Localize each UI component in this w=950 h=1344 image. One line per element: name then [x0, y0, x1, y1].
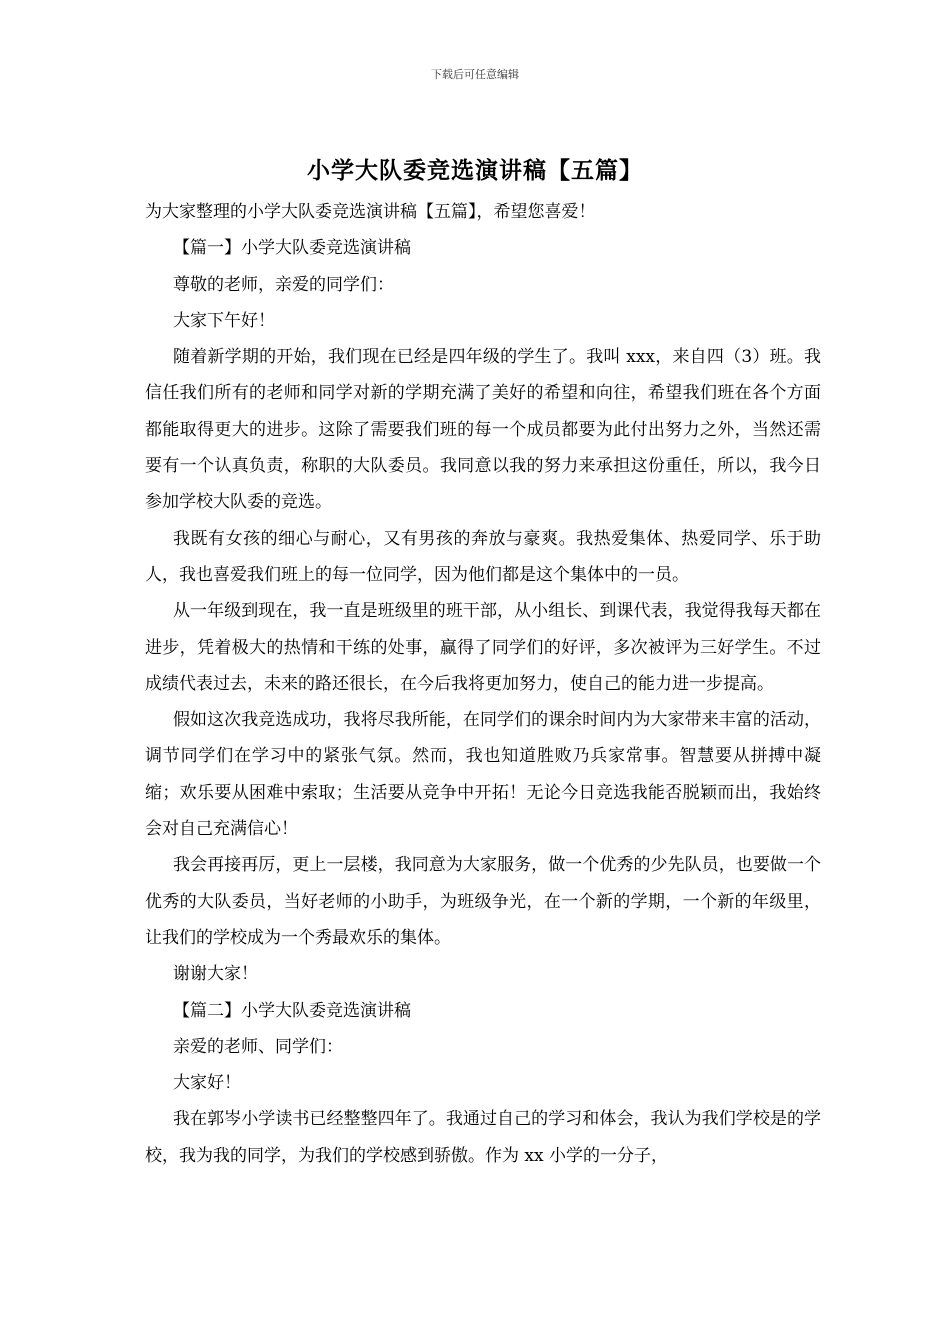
header-note: 下载后可任意编辑: [431, 68, 519, 81]
body-paragraph: 我会再接再厉，更上一层楼，我同意为大家服务，做一个优秀的少先队员，也要做一个优秀的大队委员，当好老师的小助手，为班级争光，在一个新的学期，一个新的年级里，让我们的学校成为一个秀最欢乐的集体。: [145, 855, 821, 948]
body-paragraph: 我既有女孩的细心与耐心，又有男孩的奔放与豪爽。我热爱集体、热爱同学、乐于助人，我也喜爱我们班上的每一位同学，因为他们都是这个集体中的一员。: [145, 528, 821, 585]
section-heading-1: 【篇一】小学大队委竞选演讲稿: [173, 238, 411, 259]
section-heading-2: 【篇二】小学大队委竞选演讲稿: [173, 1000, 411, 1021]
document-body: [145, 194, 821, 1174]
body-paragraph: 假如这次我竞选成功，我将尽我所能，在同学们的课余时间内为大家带来丰富的活动，调节同学们在学习中的紧张气氛。然而，我也知道胜败乃兵家常事。智慧要从拼搏中凝缩；欢乐要从困难中索取；生活要从竞争中开拓！无论今日竞选我能否脱颖而出，我始终会对自己充满信心！: [145, 710, 821, 840]
body-paragraph: 从一年级到现在，我一直是班级里的班干部，从小组长、到课代表，我觉得我每天都在进步，凭着极大的热情和干练的处事，赢得了同学们的好评，多次被评为三好学生。不过成绩代表过去，未来的路还很长，在今后我将更加努力，使自己的能力进一步提高。: [145, 601, 821, 694]
body-paragraph: 我在郭岑小学读书已经整整四年了。我通过自己的学习和体会，我认为我们学校是的学校，我为我的同学，为我们的学校感到骄傲。作为 xx 小学的一分子，: [145, 1109, 821, 1166]
greeting: 大家好！: [173, 1073, 241, 1094]
intro-paragraph: 为大家整理的小学大队委竞选演讲稿【五篇】，希望您喜爱！: [145, 202, 596, 222]
document-title: 小学大队委竞选演讲稿【五篇】: [307, 157, 643, 184]
greeting: 大家下午好！: [173, 310, 275, 331]
salutation: 尊敬的老师，亲爱的同学们：: [173, 274, 394, 295]
body-paragraph: 随着新学期的开始，我们现在已经是四年级的学生了。我叫 xxx，来自四（3）班。我信任我们所有的老师和同学对新的学期充满了美好的希望和向往，希望我们班在各个方面都能取得更大的进步。这除了需要我们班的每一个成员都要为此付出努力之外，当然还需要有一个认真负责，称职的大队委员。我同意以我的努力来承担这份重任，所以，我今日参加学校大队委的竞选。: [145, 347, 821, 513]
salutation: 亲爱的老师、同学们：: [173, 1036, 343, 1057]
closing-thanks: 谢谢大家！: [173, 964, 258, 985]
